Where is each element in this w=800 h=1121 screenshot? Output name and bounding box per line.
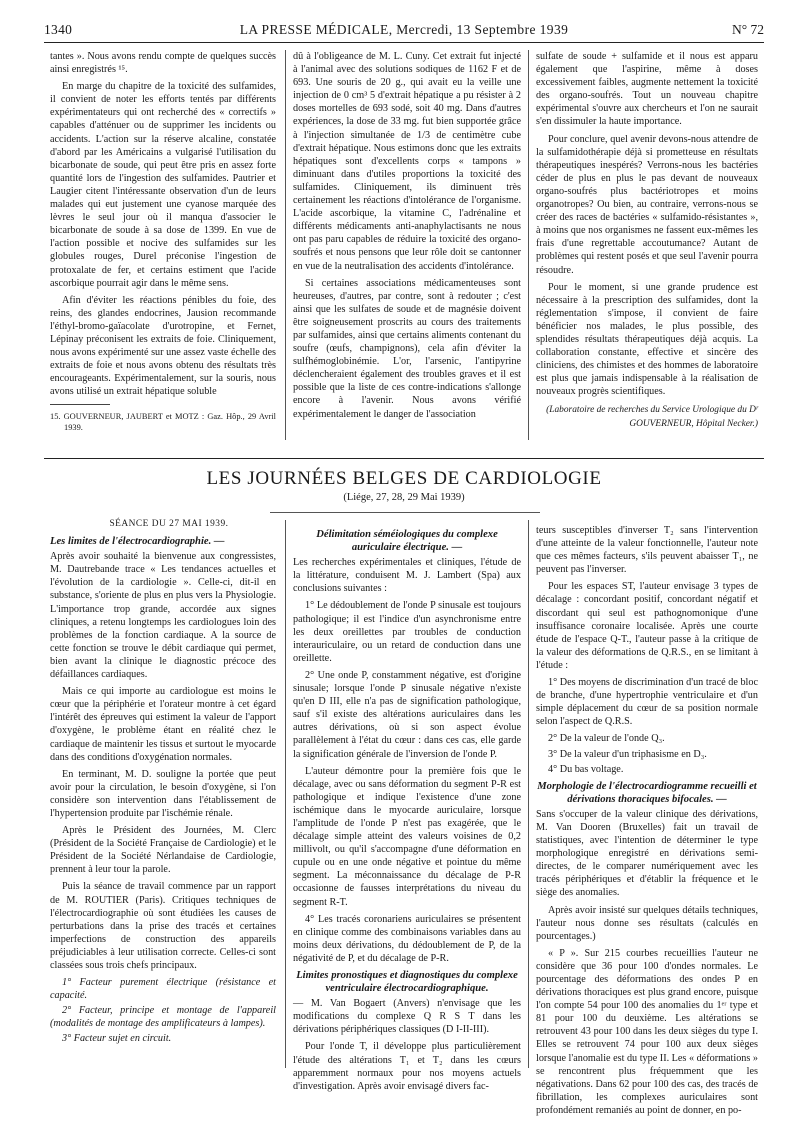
footnote-rule (50, 404, 110, 405)
paragraph: « P ». Sur 215 courbes recueillies l'auteur ne considère que 36 pour 100 d'ondes normales. Le pourcentage des déformations des ondes P en dérivations thoraciques est plus grand encore, puisque l'on compte 54 pour 100 des anomalies du 1ᵉʳ type et 81 pour 100 du deuxième. Les altérations se retrouvent 43 pour 100 dans les deux sièges du type I. Elles se retrouvent 74 pour 100 aux deux sièges lorsque l'anomalie est du type II. Les « déformations » se rencontrent plus fréquemment que les négativations. Dans 62 pour 100 des cas, des tracés de fibrillation, les complexes auriculaires sont profondément remaniés au point de donner, en po- (536, 947, 758, 1116)
bottom-column-1 (50, 518, 276, 1048)
column-divider (285, 50, 286, 440)
top-column-2 (293, 50, 521, 425)
column-divider (528, 50, 529, 440)
bottom-column-2 (293, 524, 521, 1097)
list-item: 2° Facteur, principe et montage de l'appareil (modalités de montage des amplificateurs à lampes). (50, 1005, 276, 1030)
section-title: LES JOURNÉES BELGES DE CARDIOLOGIE (206, 468, 602, 489)
paragraph: Après avoir souhaité la bienvenue aux congressistes, M. Dautrebande trace « Les tendances actuelles et l'évolution de la cardiologie ». Celle-ci, dit-il en substance, s'oriente de plus en plus vers la Physiologie. L'importance trop grande, accordée aux signes cliniques, a retenu longtemps les cardiologues loin des problèmes de la fonction cardiaque. A la source de cette fonction se trouve le débit cardiaque qui permet, bien avant la clinique le diagnostic précoce des défaillances cardiaques. (50, 551, 276, 681)
paragraph: sulfate de soude + sulfamide et il nous est apparu également que l'aspirine, même à doses excessivement faibles, augmente nettement la toxicité des organo-soufrés. Tout un nouveau chapitre expérimental s'ouvre aux chercheurs et l'on ne saurait s'en dissimuler la haute importance. (536, 51, 758, 128)
running-header (44, 22, 764, 42)
subsection-heading: Morphologie de l'électrocardiogramme recueilli et dérivations thoraciques bifocales. — (537, 780, 757, 805)
list-item: 3° Facteur sujet en circuit. (62, 1033, 172, 1045)
issue-number: N° 72 (731, 22, 764, 37)
paragraph: Pour conclure, quel avenir devons-nous attendre de la sulfamidothérapie déjà si prometteuse en résultats thérapeutiques inespérés? Verrons-nous les bactéries céder de plus en plus le pas devant de nouveaux organo-soufrés plus bactériotropes et moins organotropes? Ou bien, au contraire, verrons-nous se créer des races de bactéries « sulfamido-résistantes », à moins que nos organismes ne fassent eux-mêmes les frais d'une regrettable accoutumance? Autant de problèmes qui restent posés et que seul l'avenir pourra résoudre. (536, 133, 758, 276)
paragraph: Les recherches expérimentales et cliniques, l'étude de la littérature, conduisent M. J. Lambert (Spa) aux conclusions suivantes : (293, 557, 521, 595)
list-item: 1° Des moyens de discrimination d'un tracé de bloc de branche, d'une hypertrophie ventriculaire et d'un simple déplacement du cœur de sa position normale selon l'aspect de Q.R.S. (536, 677, 758, 728)
footnote: 15. GOUVERNEUR, JAUBERT et MOTZ : Gaz. Hôp., 29 Avril 1939. (50, 412, 276, 433)
section-subtitle: (Liége, 27, 28, 29 Mai 1939) (343, 492, 465, 503)
paragraph: Afin d'éviter les réactions pénibles du foie, des reins, des glandes endocrines, Jausion recommande l'éthyl-bromo-gaïacolate d'urotropine, et Fernet, Lépinay préconisent les extraits de foie. Cliniquement, nous avons expérimenté sur une assez vaste échelle des extraits de foie et nous avons obtenu des résultats très encourageants. Expérimentalement, sur la souris, nous avons utilisé un extrait hépatique soluble (50, 294, 276, 398)
header-rule (44, 42, 764, 43)
paragraph: 4° Les tracés coronariens auriculaires se présentent en clinique comme des combinaisons variables dans au moins deux dérivations, du dédoublement de P, de la négativité de P, et du décalage de P-R. (293, 913, 521, 964)
journal-title: LA PRESSE MÉDICALE, Mercredi, 13 Septembre 1939 (239, 22, 569, 37)
paragraph: tantes ». Nous avons rendu compte de quelques succès ainsi enregistrés ¹⁵. (50, 51, 276, 76)
paragraph: 1° Le dédoublement de l'onde P sinusale est toujours pathologique; il est l'indice d'un asynchronisme entre les deux oreillettes par troubles de conduction interauriculaire, ou un retard de conduction dans une oreillette. (293, 600, 521, 664)
paragraph: Après avoir insisté sur quelques détails techniques, l'auteur nous donne ses résultats (calculés en pourcentages.) (536, 904, 758, 942)
list-item: 4° Du bas voltage. (548, 763, 624, 775)
column-divider (285, 520, 286, 1068)
section-rule (44, 458, 764, 459)
paragraph: teurs susceptibles d'inverser T₂ sans l'intervention d'une atteinte de la valeur fonctionnelle, l'auteur note que ces mêmes facteurs, s'ils peuvent abaisser T₁, ne peuvent pas l'inverser. (536, 525, 758, 576)
paragraph: Si certaines associations médicamenteuses sont heureuses, d'autres, par contre, sont à redouter ; c'est ainsi que les sulfates de soude et de magnésie doivent être soigneusement proscrits au cours des traitements par sulfamides, ainsi que certains aliments contenant du soufre (œufs, champignons), cela afin d'éviter la sulfhémoglobinémie. L'or, l'arsenic, l'antipyrine déclencheraient également des troubles graves et il est possible que la liste de ces contre-indications s'allonge encore à l'avenir. Nous avons vérifié expérimentalement le danger de l'association (293, 277, 521, 420)
top-column-1 (50, 50, 276, 437)
paragraph: En terminant, M. D. souligne la portée que peut avoir pour la circulation, le besoin d'oxygène, si l'on considère son intervention dans l'établissement de l'hypertension produite par l'ischémie rénale. (50, 768, 276, 819)
paragraph: 2° Une onde P, constamment négative, est d'origine sinusale; lorsque l'onde P sinusale négative n'existe qu'en D III, elle n'a pas de signification pathologique, sauf s'il existe des altérations auriculaires dans les autres dérivations, où si son aspect évolue parallèlement à l'état du cœur : dans ces cas, elle garde la signification générale de l'inversion de l'onde P. (293, 669, 521, 760)
page-number: 1340 (44, 22, 73, 37)
paragraph: Après le Président des Journées, M. Clerc (Président de la Société Française de Cardiologie) et le Président de la Société Nérlandaise de Cardiologie, prennent à leur tour la parole. (50, 825, 276, 876)
paragraph: Pour les espaces ST, l'auteur envisage 3 types de décalage : concordant positif, concordant négatif et discordant qui seul est pathognomonique d'une insuffisance coronaire localisée. Après une courte étude de l'espace Q-T., l'auteur passe à la critique de la valeur des déformations de Q.R.S., en se limitant à l'étude : (536, 581, 758, 671)
paragraph: Sans s'occuper de la valeur clinique des dérivations, M. Van Dooren (Bruxelles) fait un travail de statistiques, avec l'intention de déterminer le type morphologique enregistré en dérivations semi-directes, de le comparer numériquement avec les tracés périphériques et d'établir la fréquence et le siège des anomalies. (536, 808, 758, 899)
list-item: 3° De la valeur d'un triphasisme en D₃. (548, 748, 707, 760)
paragraph: Pour l'onde T, il développe plus particulièrement l'étude des altérations T₁ et T₂ dans les cœurs apparemment normaux pour nos moyens actuels d'investigation. Après avoir envisagé divers fac- (293, 1041, 521, 1092)
list-item: 1° Facteur purement électrique (résistance et capacité. (50, 977, 276, 1002)
column-divider (528, 520, 529, 1068)
paragraph: — M. Van Bogaert (Anvers) n'envisage que les modifications du complexe Q R S T dans les dérivations périphériques classiques (D I-II-III). (293, 998, 521, 1036)
article-signature: (Laboratoire de recherches du Service Urologique du Dʳ GOUVERNEUR, Hôpital Necker.) (546, 405, 758, 429)
paragraph: Pour le moment, si une grande prudence est nécessaire à la prescription des sulfamides, dont la réglementation s'impose, il convient de faire bénéficier nos malades, le plus possible, des splendides résultats thérapeutiques déjà acquis. La collaboration constante, effective et sincère des cliniciens, des chimistes et des hommes de laboratoire est plus que jamais indispensable à la réalisation de nouveaux progrès scientifiques. (536, 281, 758, 398)
paragraph: L'auteur démontre pour la première fois que le décalage, avec ou sans déformation du segment P-R est pathologique et indique l'existence d'une zone ischémique dans le myocarde auriculaire, lorsque l'amplitude de l'onde P n'est pas exagérée, que le décalage simple atteint des valeurs voisines de 0,2 millivolt, ou qu'il s'accompagne d'une déformation en cupule ou en une onde négative et pointue du même segment. La méconnaissance du décalage de P-R occasionne de fausses interprétations du niveau du segment R-T. (293, 765, 521, 908)
subsection-heading: Les limites de l'électrocardiographie. — (50, 536, 225, 548)
session-heading: SÉANCE DU 27 MAI 1939. (109, 519, 229, 529)
paragraph: Mais ce qui importe au cardiologue est moins le cœur que la périphérie et l'orateur montre à cet égard l'intérêt des épreuves qui estiment la valeur de l'apport d'oxygène, le problème étant en réalité chez le cardiaque de maintenir les tissus et surtout le myocarde dans des conditions d'oxygénation normales. (50, 686, 276, 763)
subsection-heading: Limites pronostiques et diagnostiques du complexe ventriculaire électrocardiographique. (296, 970, 518, 995)
list-item: 2° De la valeur de l'onde Q₃. (548, 733, 665, 745)
bottom-column-3 (536, 524, 758, 1121)
paragraph: dû à l'obligeance de M. L. Cuny. Cet extrait fut injecté à l'animal avec des solutions sodiques de 1162 F et de 693. Une souris de 20 g., qui avait eu la veille une injection de 0 cm³ 5 d'extrait hépatique a pu résister à 2 doses mortelles de 693 sodé, soit 40 mg. Dans d'autres expériences, la dose de 33 mg. fut bien supportée grâce à l'injection simultanée de 1/3 de centimètre cube d'extrait hépatique. Nous estimons donc que les extraits hépatiques sont d'excellents corps « tampons » diminuant dans d'utiles proportions la toxicité des sulfamides. Cliniquement, ils diminuent très certainement les réactions d'intolérance de l'organisme. L'acide ascorbique, la vitamine C, l'adrénaline et différents médicaments anti-anaphylactisants ne nous ont pas paru capables de réduire la toxicité des organo-soufrés et nous pensons que leur rôle doit se cantonner en vue de la neutralisation des accidents d'intolérance. (293, 51, 521, 272)
subsection-heading: Délimitation séméiologiques du complexe auriculaire électrique. — (316, 529, 498, 554)
section-subrule (270, 512, 540, 513)
paragraph: Puis la séance de travail commence par un rapport de M. ROUTIER (Paris). Critiques techniques de l'électrocardiographie où sont étudiées les causes de perturbations dans la prise des tracés et certaines imperfections de construction des appareils préjudiciables à leur utilisation correcte. Celles-ci sont classées sous trois chefs principaux. (50, 881, 276, 971)
top-column-3 (536, 50, 758, 435)
paragraph: En marge du chapitre de la toxicité des sulfamides, il convient de noter les efforts tentés par différents expérimentateurs qui ont recherché des « correctifs » capables d'atténuer ou de supprimer les incidents ou accidents. L'action sur la réserve alcaline, constatée d'abord par les Américains a vulgarisé l'utilisation du bicarbonate de soude, qui peut être pris en assez forte quantité lors de l'ingestion des sulfamides. Pautrier et Laugier citent l'intéressante observation d'un de leurs malades qui eut justement une cyanose marquée des lèvres le seul jour où il manqua d'associer le bicarbonate de soude à sa dose de 1399. En vue de l'action possible et nocive des sulfamides sur les globules rouges, Durel préconise l'ingestion de protoxalate de fer, et certains estiment que l'acide ascorbique pourrait agir dans le même sens. (50, 81, 276, 289)
